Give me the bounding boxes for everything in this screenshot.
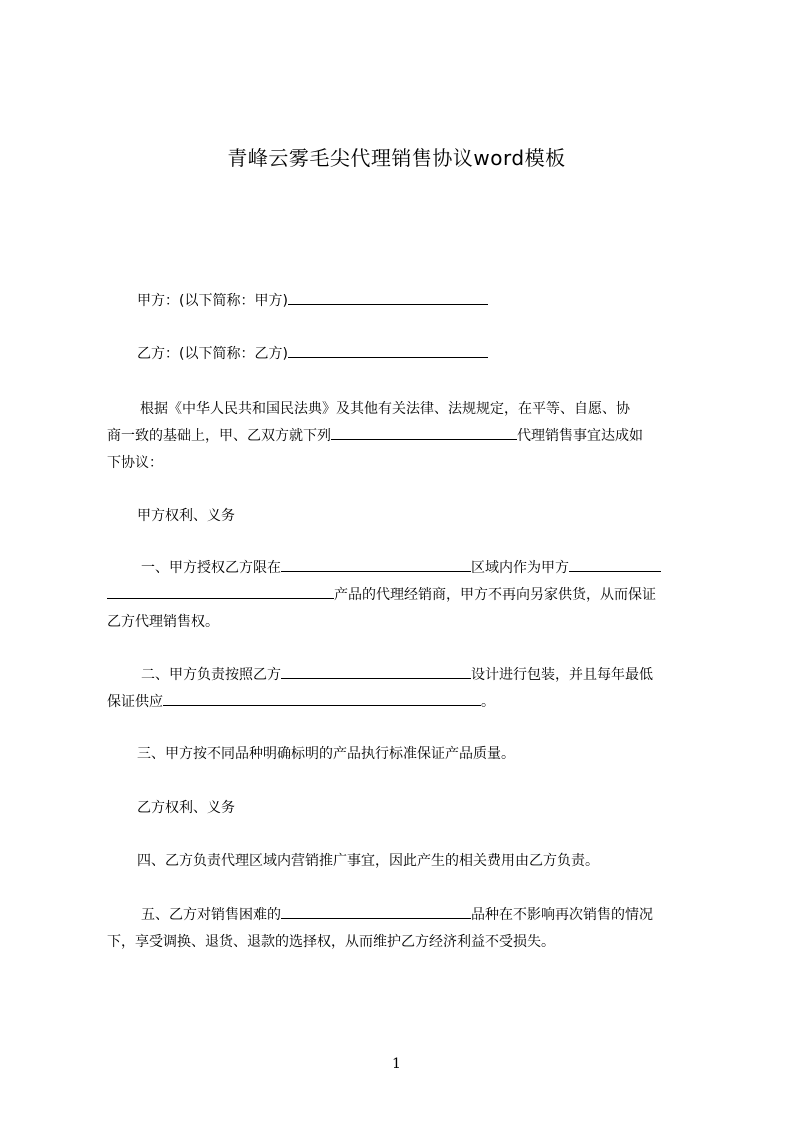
clause-2-line-1	[141, 664, 653, 686]
clause-2-blank-2	[163, 691, 481, 706]
intro-text-1: 根据《中华人民共和国民法典》及其他有关法律、法规规定，在平等、自愿、协	[140, 401, 630, 417]
clause-4: 四、乙方负责代理区域内营销推广事宜，因此产生的相关费用由乙方负责。	[137, 853, 599, 869]
party-b-label: 乙方：(以下简称：乙方)	[137, 346, 288, 362]
party-a-line	[137, 290, 488, 312]
section-a-heading: 甲方权利、义务	[137, 508, 235, 524]
clause-2-text-a: 二、甲方负责按照乙方	[141, 667, 281, 683]
intro-line-1	[140, 398, 630, 420]
clause-5-line-1	[141, 904, 653, 926]
clause-1-line-3	[107, 611, 219, 633]
party-a-label: 甲方：(以下简称：甲方)	[137, 293, 288, 309]
clause-5-text-c: 下，享受调换、退货、退款的选择权，从而维护乙方经济利益不受损失。	[107, 934, 555, 950]
clause-2-text-b: 设计进行包装，并且每年最低	[471, 667, 653, 683]
intro-blank	[331, 425, 517, 440]
page-number: 1	[392, 1056, 401, 1072]
section-b-heading: 乙方权利、义务	[137, 800, 235, 816]
clause-1-blank-3	[107, 584, 334, 599]
intro-text-2a: 商一致的基础上，甲、乙双方就下列	[107, 428, 331, 444]
clause-5-text-b: 品种在不影响再次销售的情况	[471, 907, 653, 923]
clause-2-text-c: 保证供应	[107, 694, 163, 710]
clause-5-line-2	[107, 931, 555, 953]
clause-1-line-1	[141, 557, 661, 579]
intro-line-3	[107, 452, 163, 474]
intro-text-3: 下协议：	[107, 455, 163, 471]
clause-1-blank-1	[281, 557, 471, 572]
clause-5-blank	[281, 904, 471, 919]
clause-1-line-2	[107, 584, 656, 606]
clause-1-text-d: 乙方代理销售权。	[107, 614, 219, 630]
clause-1-text-a: 一、甲方授权乙方限在	[141, 560, 281, 576]
clause-1-blank-2	[569, 557, 661, 572]
document-title: 青峰云雾毛尖代理销售协议word模板	[227, 146, 566, 170]
clause-2-text-d: 。	[481, 694, 495, 710]
clause-2-blank-1	[281, 664, 471, 679]
party-a-blank	[288, 290, 488, 305]
clause-2-line-2	[107, 691, 495, 713]
party-b-blank	[288, 343, 488, 358]
clause-1-text-c: 产品的代理经销商，甲方不再向另家供货，从而保证	[334, 587, 656, 603]
party-b-line	[137, 343, 488, 365]
intro-text-2b: 代理销售事宜达成如	[517, 428, 643, 444]
clause-3: 三、甲方按不同品种明确标明的产品执行标准保证产品质量。	[137, 746, 515, 762]
clause-5-text-a: 五、乙方对销售困难的	[141, 907, 281, 923]
intro-line-2	[107, 425, 643, 447]
clause-1-text-b: 区域内作为甲方	[471, 560, 569, 576]
